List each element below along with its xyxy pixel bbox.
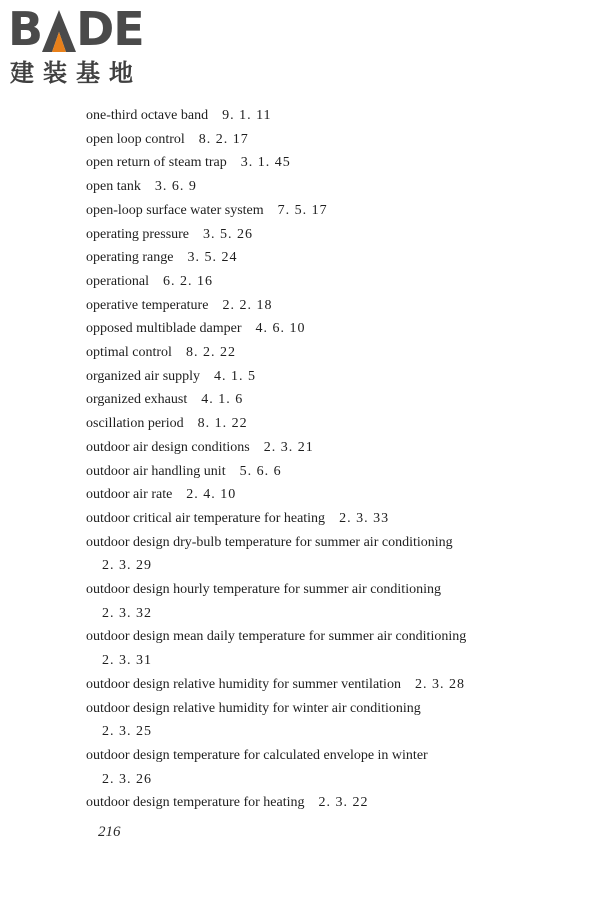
index-reference: 4. 1. 5 <box>214 368 257 384</box>
index-reference: 2. 3. 29 <box>102 558 152 574</box>
index-reference: 2. 3. 33 <box>339 510 390 526</box>
index-term: open return of steam trap <box>86 155 227 171</box>
index-entry <box>86 436 586 460</box>
index-reference: 2. 3. 32 <box>102 605 152 621</box>
index-term: organized air supply <box>86 368 201 384</box>
index-reference: 5. 6. 6 <box>239 463 282 479</box>
index-entry <box>86 578 586 625</box>
logo-letter-b: B <box>8 2 43 56</box>
index-reference: 9. 1. 11 <box>222 108 272 123</box>
index-term: outdoor design dry-bulb temperature for summer air conditioning <box>86 534 453 550</box>
index-entry <box>86 531 586 578</box>
index-entry <box>86 673 586 697</box>
index-reference: 3. 1. 45 <box>240 155 291 171</box>
index-term: outdoor design temperature for calculated envelope in winter <box>86 747 428 763</box>
index-reference: 2. 3. 26 <box>102 771 152 787</box>
index-term: outdoor air handling unit <box>86 463 226 479</box>
index-term: outdoor design relative humidity for winter air conditioning <box>86 700 421 716</box>
index-entry <box>86 317 586 341</box>
index-term: open loop control <box>86 131 185 147</box>
index-entry <box>86 625 586 672</box>
index-entry <box>86 223 586 247</box>
index-reference: 8. 2. 17 <box>198 131 249 147</box>
index-entry <box>86 175 586 199</box>
index-term: outdoor design hourly temperature for summer air conditioning <box>86 582 441 598</box>
index-term: oscillation period <box>86 416 184 432</box>
index-reference: 2. 3. 21 <box>263 439 314 455</box>
index-reference: 8. 2. 22 <box>185 345 236 361</box>
index-entry <box>86 697 586 744</box>
index-term: outdoor air rate <box>86 487 173 503</box>
logo-wordmark <box>8 2 144 56</box>
index-reference: 3. 5. 26 <box>203 226 254 242</box>
logo-letter-a <box>42 6 76 52</box>
index-reference: 2. 4. 10 <box>186 487 237 503</box>
index-term: outdoor design temperature for heating <box>86 795 305 811</box>
index-term: outdoor design relative humidity for summer ventilation <box>86 676 401 692</box>
index-reference: 7. 5. 17 <box>277 202 328 218</box>
logo-tagline: 建装基地 <box>10 59 142 87</box>
index-entry <box>86 104 586 128</box>
index-entry <box>86 270 586 294</box>
index-term: operational <box>86 273 149 289</box>
index-reference: 2. 3. 31 <box>102 653 152 669</box>
index-term: operative temperature <box>86 297 209 313</box>
index-entry <box>86 294 586 318</box>
index-entry <box>86 341 586 365</box>
index-term: operating pressure <box>86 226 190 242</box>
index-entry <box>86 128 586 152</box>
index-entry <box>86 412 586 436</box>
index-term: organized exhaust <box>86 392 188 408</box>
index-term: one-third octave band <box>86 108 209 123</box>
index-term: open tank <box>86 179 141 195</box>
index-reference: 3. 5. 24 <box>187 250 238 266</box>
index-reference: 3. 6. 9 <box>154 179 197 195</box>
index-term: optimal control <box>86 345 172 361</box>
index-reference: 4. 6. 10 <box>255 321 306 337</box>
index-reference: 4. 1. 6 <box>201 392 244 408</box>
page-number: 216 <box>98 824 121 840</box>
index-term: outdoor critical air temperature for heating <box>86 510 326 526</box>
index-reference: 2. 3. 22 <box>318 795 369 811</box>
logo-a-triangle-icon <box>42 10 76 52</box>
index-reference: 2. 3. 28 <box>414 676 465 692</box>
index-entry <box>86 791 586 815</box>
index-entry <box>86 365 586 389</box>
index-entry <box>86 507 586 531</box>
index-entry <box>86 246 586 270</box>
index-reference: 2. 2. 18 <box>222 297 273 313</box>
index-entry <box>86 199 586 223</box>
index-term: open-loop surface water system <box>86 202 264 218</box>
index-term: outdoor air design conditions <box>86 439 250 455</box>
index-reference: 6. 2. 16 <box>162 273 213 289</box>
index-term: outdoor design mean daily temperature for summer air conditioning <box>86 629 467 645</box>
index-entries <box>86 104 586 815</box>
index-entry <box>86 388 586 412</box>
index-reference: 2. 3. 25 <box>102 724 152 740</box>
bade-logo <box>8 4 178 88</box>
index-entry <box>86 460 586 484</box>
index-term: operating range <box>86 250 174 266</box>
logo-letters-de: DE <box>76 2 144 56</box>
index-entry <box>86 744 586 791</box>
index-reference: 8. 1. 22 <box>197 416 248 432</box>
index-entry <box>86 151 586 175</box>
index-term: opposed multiblade damper <box>86 321 242 337</box>
index-entry <box>86 483 586 507</box>
